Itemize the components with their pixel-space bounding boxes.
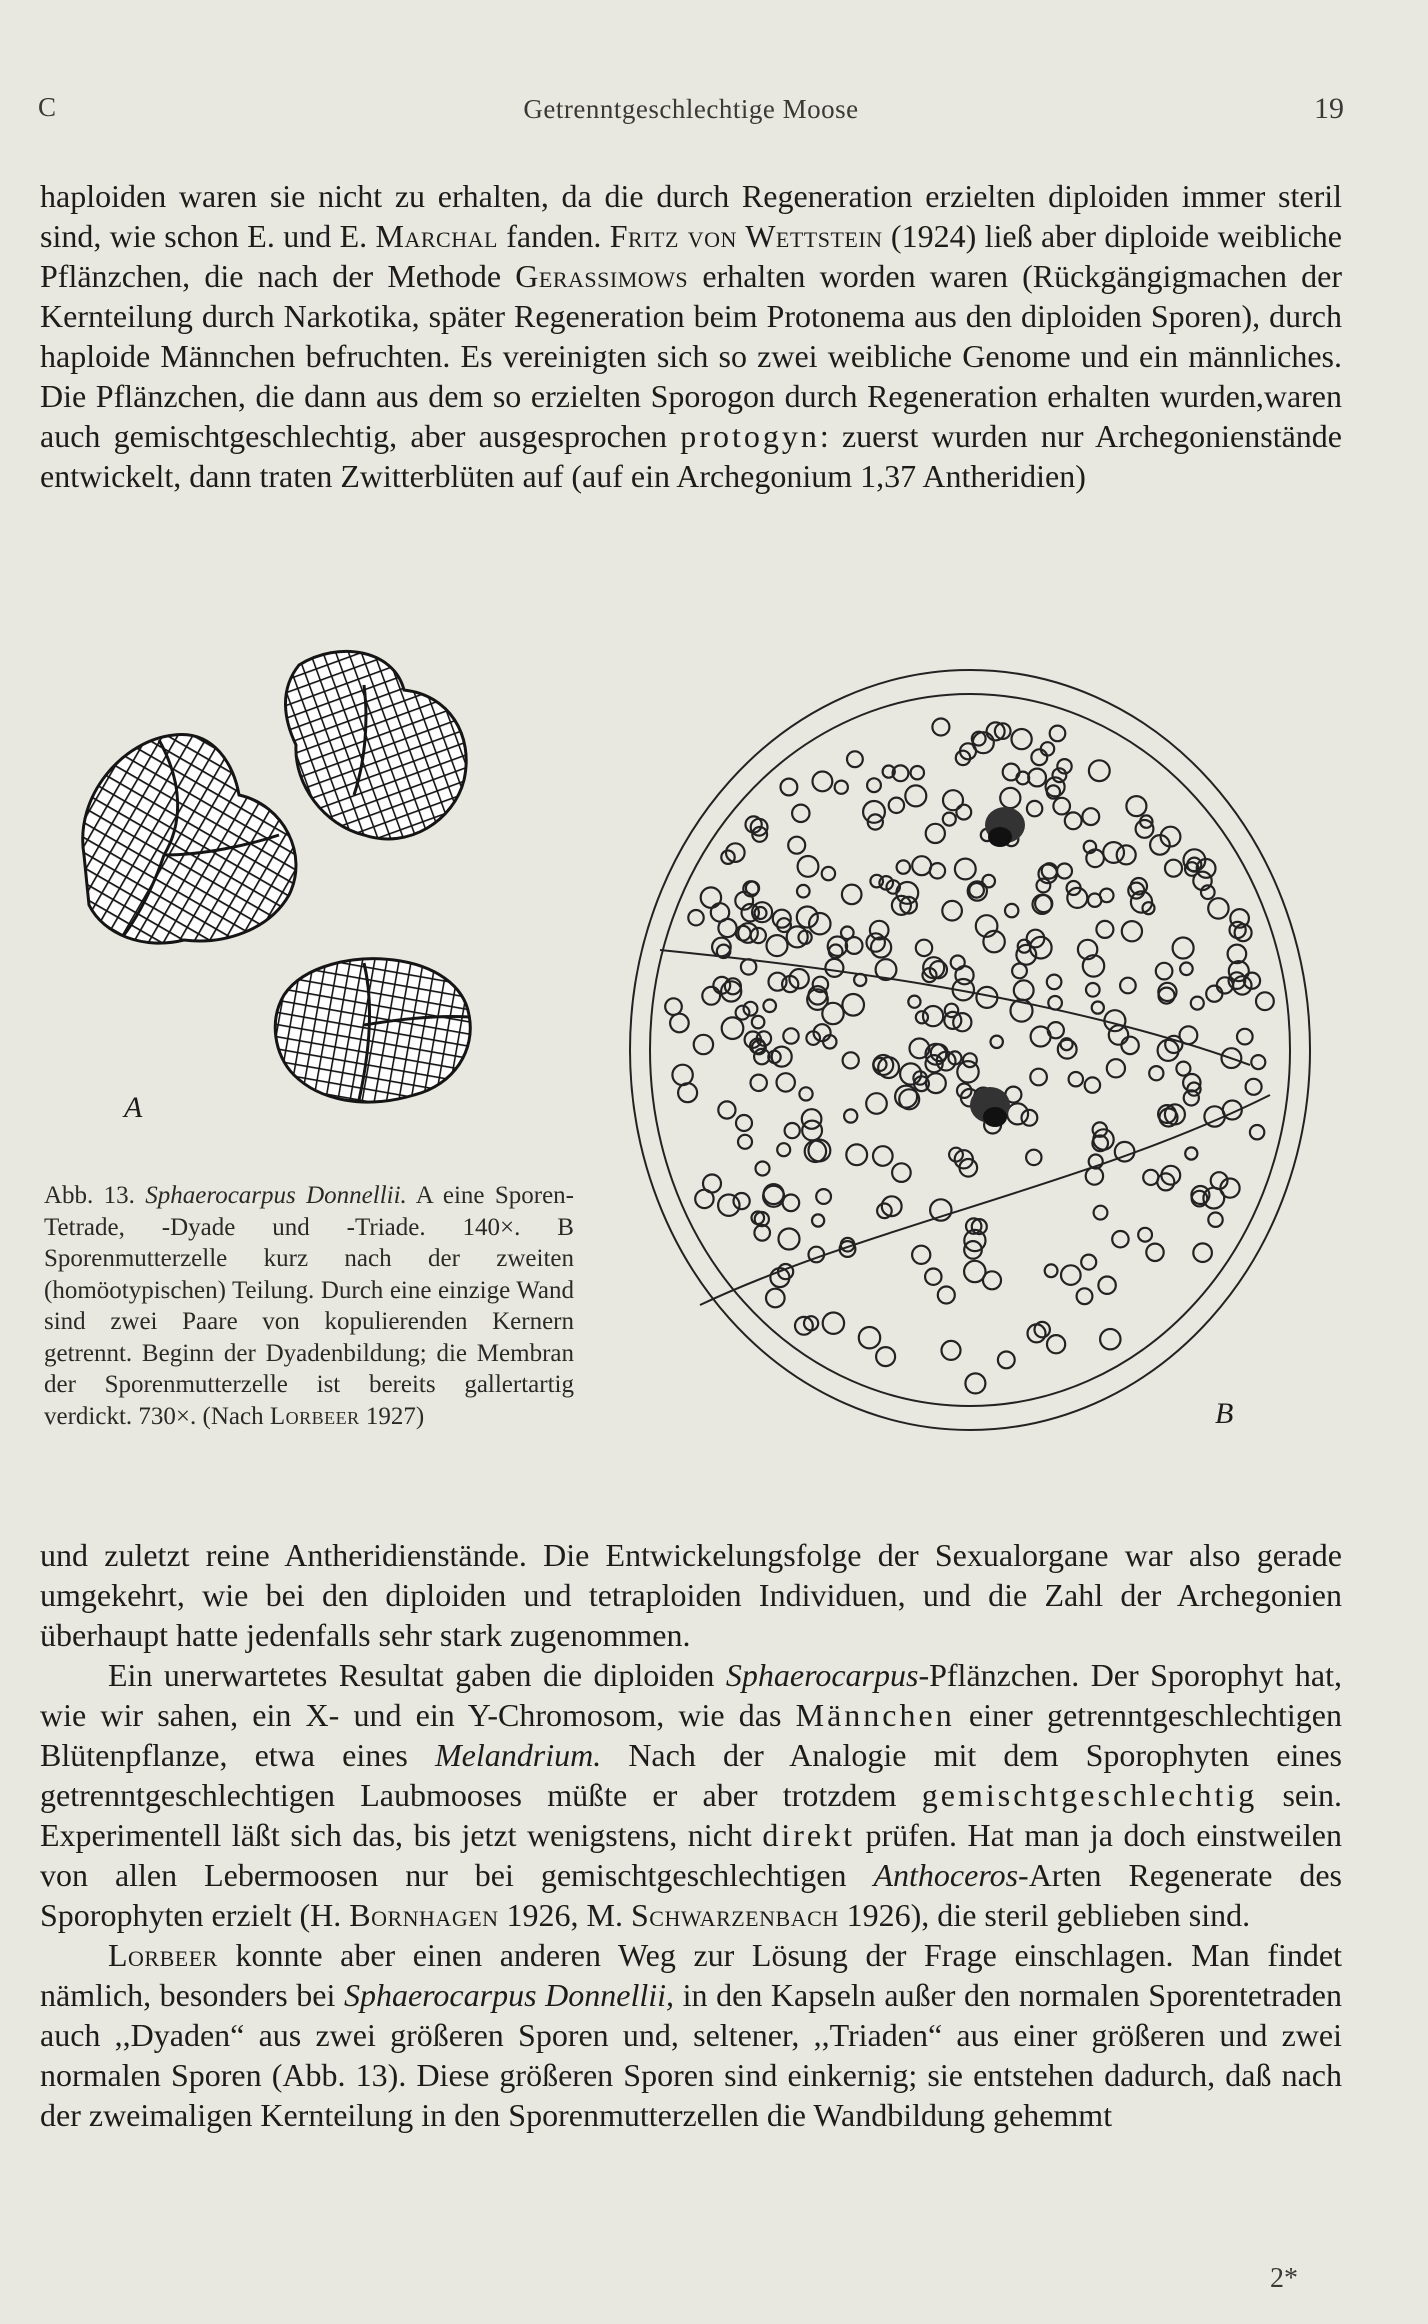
vesicle xyxy=(942,901,962,921)
vesicle xyxy=(1061,1265,1081,1285)
vesicle xyxy=(846,1144,867,1165)
vesicle xyxy=(916,1011,928,1023)
vesicle xyxy=(876,1347,895,1366)
vesicle xyxy=(825,959,843,977)
vesicle xyxy=(932,719,949,736)
vesicle xyxy=(751,1075,767,1091)
vesicle xyxy=(1126,796,1146,816)
vesicle xyxy=(1256,992,1274,1010)
vesicle xyxy=(1250,1125,1264,1139)
vesicle xyxy=(859,1327,880,1348)
text-run: -Pflänzchen. Der Sporophyt hat, wie wir sahen, ein X- und ein Y-Chromosom, wie das xyxy=(40,1657,1343,1733)
vesicle xyxy=(955,859,976,880)
vesicle xyxy=(1191,997,1204,1010)
vesicle xyxy=(694,1035,713,1054)
text-run: Ein unerwartetes Resultat gaben die diploiden xyxy=(108,1657,726,1693)
vesicle xyxy=(1081,1255,1096,1270)
vesicle xyxy=(738,1135,752,1149)
figure-label-a: A xyxy=(124,1091,143,1124)
vesicle xyxy=(799,931,812,944)
vesicle xyxy=(812,1214,824,1226)
paragraph-1: und zuletzt reine Antheridienstände. Die Entwickelungsfolge der Sexualorgane war also gerade umgekehrt, wie bei den diploiden und tetraploiden Individuen, und die Zahl der Archegonien überhaupt hatte jedenfalls sehr stark zugenommen. xyxy=(40,1537,1342,1653)
vesicle xyxy=(873,1146,893,1166)
vesicle xyxy=(718,1195,739,1216)
vesicle xyxy=(842,994,864,1016)
caption-author: Lorbeer xyxy=(269,1402,360,1430)
vesicle xyxy=(763,1000,776,1013)
caption-species: Sphaerocarpus Donnellii. xyxy=(145,1182,407,1209)
vesicle xyxy=(754,1225,770,1241)
nucleus-pair-middle xyxy=(970,1087,1010,1127)
text-run: Nach der Analogie mit dem Sporophyten eines getrenntgeschlechtigen Laubmooses müßte er aber trotzdem xyxy=(40,1737,1343,1813)
vesicle xyxy=(1122,921,1142,941)
vesicle xyxy=(1246,1079,1262,1095)
vesicle xyxy=(1187,858,1201,872)
vesicle xyxy=(843,1052,859,1068)
vesicle xyxy=(799,1087,812,1100)
vesicle xyxy=(1053,798,1070,815)
vesicle xyxy=(722,1017,744,1039)
author-name: Gerassimows xyxy=(515,258,689,294)
vesicle xyxy=(876,959,897,980)
vesicle xyxy=(1138,1228,1152,1242)
vesicle xyxy=(897,860,910,873)
vesicle xyxy=(1050,726,1066,742)
vesicle xyxy=(1026,1150,1041,1165)
spore-dyad xyxy=(285,651,466,839)
vesicle xyxy=(1067,888,1087,908)
vesicle xyxy=(1109,1025,1128,1044)
figure-a-spores xyxy=(64,645,534,1155)
vesicle xyxy=(866,1093,887,1114)
vesicle xyxy=(755,907,767,919)
printer-signature: C xyxy=(38,92,57,122)
vesicle xyxy=(1104,1010,1125,1031)
vesicle xyxy=(1005,904,1018,917)
vesicle xyxy=(788,837,805,854)
vesicle xyxy=(991,1036,1003,1048)
page-header xyxy=(38,92,1344,132)
vesicle xyxy=(1103,842,1124,863)
vesicle xyxy=(969,883,984,898)
vesicle xyxy=(1000,788,1020,808)
vesicle xyxy=(734,1193,750,1209)
vesicle xyxy=(1149,1066,1163,1080)
vesicle xyxy=(802,1109,822,1129)
vesicle xyxy=(741,959,756,974)
text-run: -Arten Regenerate des Sporophyten erzielt (H. xyxy=(40,1857,1343,1933)
figure-b-spore-mother-cell xyxy=(610,665,1330,1455)
vesicle xyxy=(701,887,721,907)
vesicle xyxy=(912,856,931,875)
vesicle xyxy=(835,781,848,794)
text-run: in den Kapseln außer den normalen Sporentetraden auch ,,Dyaden“ aus zwei größeren Sporen und, seltener, ,,Triaden“ aus einer größeren und zwei normalen Sporen (Abb. 13). Diese größeren Sporen sind einkernig; sie entstehen dadurch, daß nach der zweimaligen Kernteilung in den Sporenmutterzellen die Wandbildung gehemmt xyxy=(40,1977,1343,2133)
vesicle xyxy=(688,910,703,925)
vesicle xyxy=(711,903,729,921)
spore-vesicles xyxy=(665,719,1274,1394)
vesicle xyxy=(813,772,833,792)
vesicle xyxy=(797,907,818,928)
vesicle xyxy=(736,1115,752,1131)
vesicle xyxy=(1098,1277,1115,1294)
vesicle xyxy=(1146,1244,1163,1261)
vesicle xyxy=(956,805,971,820)
vesicle xyxy=(1045,1264,1058,1277)
vesicle xyxy=(752,1016,765,1029)
vesicle xyxy=(783,1028,798,1043)
vesicle xyxy=(1028,769,1046,787)
vesicle xyxy=(1112,1231,1128,1247)
vesicle xyxy=(1093,1129,1113,1149)
vesicle xyxy=(1035,895,1052,912)
vesicle xyxy=(1035,1322,1050,1337)
vesicle xyxy=(1165,860,1182,877)
vesicle xyxy=(1136,820,1154,838)
species-name: Sphaerocarpus Donnellii, xyxy=(343,1977,675,2013)
vesicle xyxy=(896,882,918,904)
vesicle xyxy=(1184,1090,1199,1105)
vesicle xyxy=(777,1073,795,1091)
vesicle xyxy=(911,766,924,779)
vesicle xyxy=(1089,760,1110,781)
vesicle xyxy=(672,1065,692,1085)
vesicle xyxy=(756,1162,770,1176)
text-run: haploiden waren sie nicht zu erhalten, da die durch Regeneration erzielten diploiden immer steril sind, wie schon E. und E. xyxy=(40,178,1342,254)
text-run: prüfen. Hat man ja doch einstweilen von allen Lebermoosen nur bei gemischtgeschlechtigen xyxy=(40,1817,1343,1893)
vesicle xyxy=(816,1189,831,1204)
vesicle xyxy=(1206,986,1222,1002)
vesicle xyxy=(766,1289,785,1308)
vesicle xyxy=(844,1109,857,1122)
vesicle xyxy=(1120,978,1136,994)
vesicle xyxy=(926,824,945,843)
figure-caption xyxy=(44,1180,574,1432)
vesicle xyxy=(955,966,973,984)
vesicle xyxy=(1121,1037,1138,1054)
running-title: Getrenntgeschlechtige Moose xyxy=(523,94,859,124)
vesicle xyxy=(943,813,956,826)
vesicle xyxy=(781,779,798,796)
vesicle xyxy=(1069,1072,1083,1086)
author-name: Bornhagen xyxy=(349,1897,499,1933)
vesicle xyxy=(1048,996,1062,1010)
vesicle xyxy=(1027,801,1042,816)
vesicle xyxy=(779,1229,800,1250)
figure-label-b: B xyxy=(1215,1397,1234,1430)
text-run: sein. Experimentell läßt sich das, bis jetzt wenigstens, nicht xyxy=(40,1777,1343,1853)
vesicle xyxy=(900,1063,921,1084)
vesicle xyxy=(809,1247,825,1263)
vesicle xyxy=(1086,983,1100,997)
vesicle xyxy=(847,751,863,767)
vesicle xyxy=(804,1316,818,1330)
genus-name: Anthoceros xyxy=(873,1857,1019,1893)
cell-membrane xyxy=(630,670,1310,1430)
spaced-term: gemischtgeschlechtig xyxy=(921,1777,1258,1813)
caption-text: A eine Sporen-Tetrade, -Dyade und -Triade. 140×. B Sporenmutterzelle kurz nach der zweiten (homöotypischen) Teilung. Durch eine einzige Wand sind zwei Paare von kopulierenden Kernern getrennt. Beginn der Dyadenbildung; die Membran der Sporenmutterzelle ist bereits gallertartig verdickt. 730×. (Nach xyxy=(44,1182,574,1430)
vesicle xyxy=(965,1373,985,1393)
author-name: Fritz von Wettstein xyxy=(609,218,883,254)
vesicle xyxy=(889,798,904,813)
vesicle xyxy=(1077,1288,1093,1304)
vesicle xyxy=(802,1121,822,1141)
spore-tetrad xyxy=(83,735,296,944)
vesicle xyxy=(678,1083,697,1102)
text-run: einer getrenntgeschlechtigen Blütenpflanze, etwa eines xyxy=(40,1697,1343,1773)
vesicle xyxy=(767,935,788,956)
vesicle xyxy=(1208,1213,1222,1227)
vesicle xyxy=(916,940,932,956)
author-name: Marchal xyxy=(375,218,498,254)
vesicle xyxy=(1048,1022,1064,1038)
vesicle xyxy=(841,927,854,940)
text-run: : zuerst wurden nur Archegonienstände entwickelt, dann traten Zwitterblüten auf (auf ein Archegonium 1,37 Antheridien) xyxy=(40,418,1342,494)
vesicle xyxy=(822,867,835,880)
vesicle xyxy=(670,1014,689,1033)
vesicle xyxy=(703,1175,721,1193)
vesicle xyxy=(1180,963,1193,976)
vesicle xyxy=(1094,1206,1108,1220)
vesicle xyxy=(787,926,808,947)
signature-mark: 2* xyxy=(1270,2263,1298,2294)
vesicle xyxy=(905,785,926,806)
paragraph-2 xyxy=(40,1655,1342,1935)
vesicle xyxy=(908,996,920,1008)
vesicle xyxy=(1007,1103,1028,1124)
vesicle xyxy=(797,885,810,898)
vesicle xyxy=(938,1287,955,1304)
text-run: 1926, M. xyxy=(498,1897,631,1933)
vesicle xyxy=(823,1313,844,1334)
vesicle xyxy=(998,1352,1015,1369)
vesicle xyxy=(1208,898,1228,918)
vesicle xyxy=(1237,1029,1253,1045)
vesicle xyxy=(1012,729,1032,749)
vesicle xyxy=(1100,1329,1120,1349)
vesicle xyxy=(1012,964,1027,979)
vesicle xyxy=(854,974,866,986)
vesicle xyxy=(1193,1243,1212,1262)
vesicle xyxy=(718,1101,735,1118)
vesicle xyxy=(892,1163,911,1182)
vesicle xyxy=(871,937,891,957)
vesicle xyxy=(1230,922,1246,938)
vesicle xyxy=(1143,1170,1158,1185)
vesicle xyxy=(1100,889,1114,903)
vesicle xyxy=(1185,1147,1197,1159)
text-run: konnte aber einen anderen Weg zur Lösung der Frage einschlagen. Man findet nämlich, besonders bei xyxy=(40,1937,1342,2013)
top-paragraph xyxy=(40,176,1342,496)
paragraph-continuation xyxy=(40,176,1342,496)
text-run: erhalten worden waren (Rückgängigmachen der Kernteilung durch Narkotika, später Regeneration beim Protonema aus den diploiden Sporen), durch haploide Männchen befruchten. Es vereinigten sich so zwei weibliche Genome und ein männliches. Die Pflänzchen, die dann aus dem so erzielten Sporogon durch Regeneration erhalten wurden,waren auch gemischtgeschlechtig, aber ausgesprochen xyxy=(40,258,1342,454)
author-name: Schwarzenbach xyxy=(631,1897,839,1933)
spaced-term: Männchen xyxy=(795,1697,955,1733)
caption-text: Abb. 13. xyxy=(44,1182,146,1209)
vesicle xyxy=(964,1261,985,1282)
vesicle xyxy=(1143,902,1155,914)
spaced-term: protogyn xyxy=(680,418,820,454)
vesicle xyxy=(1082,808,1099,825)
vesicle xyxy=(1107,1059,1125,1077)
vesicle xyxy=(702,987,720,1005)
author-name: Lorbeer xyxy=(108,1937,218,1973)
caption-text: 1927) xyxy=(359,1402,425,1430)
vesicle xyxy=(1037,879,1051,893)
vesicle xyxy=(1065,812,1082,829)
vesicle xyxy=(1251,1055,1265,1069)
vesicle xyxy=(878,1057,899,1078)
vesicle xyxy=(1156,963,1173,980)
vesicle xyxy=(744,1002,758,1016)
vesicle xyxy=(809,913,830,934)
vesicle xyxy=(777,1143,790,1156)
vesicle xyxy=(1057,864,1072,879)
vesicle xyxy=(1086,850,1104,868)
vesicle xyxy=(665,998,682,1015)
genus-name: Melandrium. xyxy=(435,1737,602,1773)
vesicle xyxy=(1031,749,1047,765)
vesicle xyxy=(1115,1142,1135,1162)
vesicle xyxy=(867,933,885,951)
bottom-text-block xyxy=(40,1535,1342,2135)
text-run: 1926), die steril geblieben sind. xyxy=(838,1897,1251,1933)
vesicle xyxy=(1030,1069,1047,1086)
vesicle xyxy=(912,1246,930,1264)
vesicle xyxy=(867,778,881,792)
vesicle xyxy=(842,885,862,905)
vesicle xyxy=(1096,921,1113,938)
text-run: (1924) ließ aber diploide weibliche Pflänzchen, die nach der Methode xyxy=(40,218,1343,294)
vesicle xyxy=(736,1006,750,1020)
vesicle xyxy=(1047,975,1062,990)
vesicle xyxy=(1176,1062,1190,1076)
vesicle xyxy=(1086,1167,1103,1184)
vesicle xyxy=(942,1341,961,1360)
paragraph-3 xyxy=(40,1935,1342,2135)
text-run: fanden. xyxy=(497,218,610,254)
vesicle xyxy=(1092,1002,1104,1014)
vesicle xyxy=(1014,980,1034,1000)
vesicle xyxy=(798,856,819,877)
vesicle xyxy=(1085,1077,1100,1092)
page-number: 19 xyxy=(1314,92,1344,125)
spore-triad xyxy=(275,959,470,1102)
species-name: Sphaerocarpus xyxy=(725,1657,919,1693)
spaced-term: direkt xyxy=(762,1817,855,1853)
vesicle xyxy=(1173,938,1194,959)
vesicle xyxy=(925,1269,941,1285)
vesicle xyxy=(785,1123,800,1138)
vesicle xyxy=(943,790,963,810)
vesicle xyxy=(1047,1335,1065,1353)
vesicle xyxy=(1165,1036,1182,1053)
vesicle xyxy=(792,805,809,822)
